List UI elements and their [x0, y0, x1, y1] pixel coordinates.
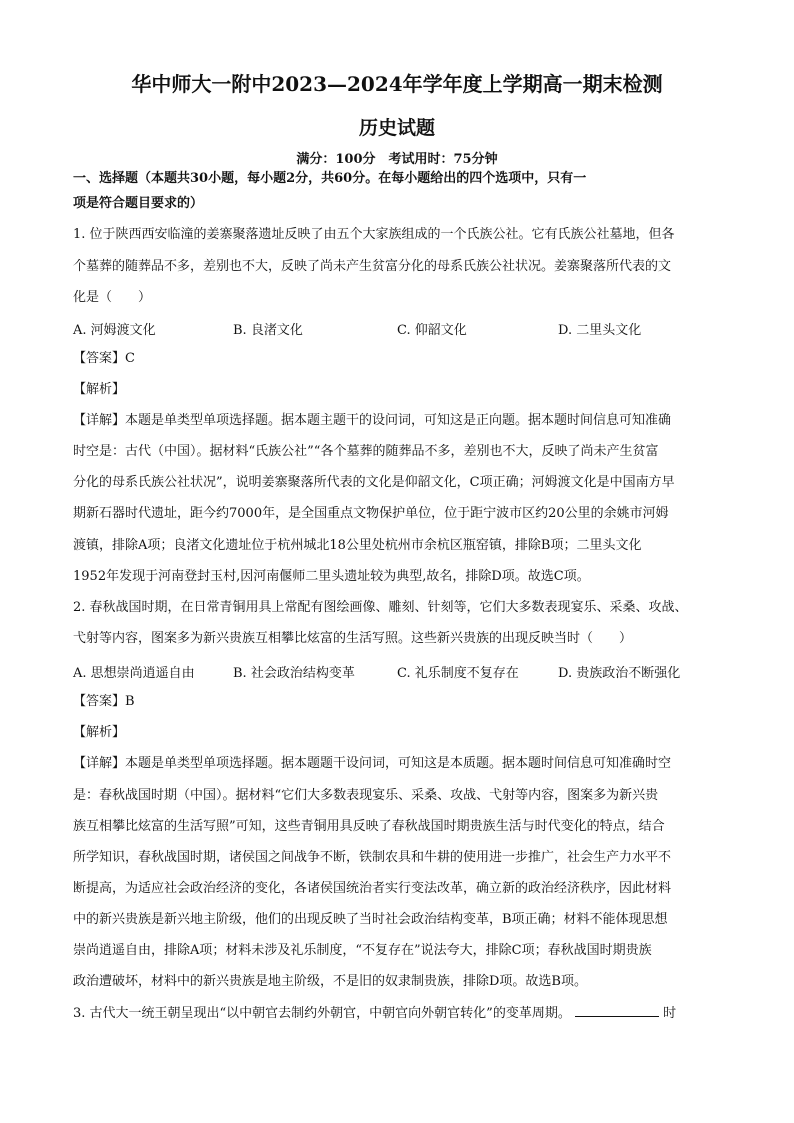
q1-option-a: A. 河姆渡文化 [73, 323, 156, 338]
q2-detail-line2: 是：春秋战国时期（中国）。据材料“它们大多数表现宴乐、采桑、攻战、弋射等内容，图案多为新兴贵 [73, 788, 659, 803]
q1-analysis-label: 【解析】 [73, 382, 126, 397]
q2-detail-line3: 族互相攀比炫富的生活写照”可知，这些青铜用具反映了春秋战国时期贵族生活与时代变化的特点，结合 [73, 819, 665, 834]
q2-option-d: D. 贵族政治不断强化 [558, 666, 681, 681]
q2-detail-line5: 断提高，为适应社会政治经济的变化，各诸侯国统治者实行变法改革，确立新的政治经济秩序，因此材料 [73, 881, 672, 896]
q1-detail-line2: 时空是：古代（中国）。据材料“氏族公社”“各个墓葬的随葬品不多，差别也不大，反映了尚未产生贫富 [73, 444, 659, 459]
q1-option-c: C. 仰韶文化 [397, 323, 467, 338]
q2-detail-line1: 【详解】本题是单类型单项选择题。据本题题干设问词，可知这是本质题。据本题时间信息可知准确时空 [73, 756, 672, 771]
q2-detail-line8: 政治遭破坏，材料中的新兴贵族是地主阶级，不是旧的奴隶制贵族，排除D项。故选B项。 [73, 974, 587, 989]
q1-option-d: D. 二里头文化 [558, 323, 642, 338]
q2-detail-line7: 崇尚逍遥自由，排除A项；材料未涉及礼乐制度，“不复存在”说法夸大，排除C项；春秋战国时期贵族 [73, 943, 652, 958]
q2-answer: 【答案】B [73, 694, 135, 709]
q3-stem-text: 3. 古代大一统王朝呈现出“以中朝官去制约外朝官，中朝官向外朝官转化”的变革周期。 [73, 1006, 571, 1021]
section-heading-line1: 一、选择题（本题共30小题，每小题2分，共60分。在每小题给出的四个选项中，只有一 [73, 171, 587, 186]
section-heading-line2: 项是符合题目要求的） [73, 196, 204, 211]
q3-blank [575, 1004, 659, 1017]
q1-detail-line5: 渡镇，排除A项；良渚文化遗址位于杭州城北18公里处杭州市余杭区瓶窑镇，排除B项；二里头文化 [73, 538, 642, 553]
q2-stem-line1: 2. 春秋战国时期，在日常青铜用具上常配有图绘画像、雕刻、针刻等，它们大多数表现宴乐、采桑、攻战、 [73, 600, 688, 615]
q2-option-a: A. 思想崇尚逍遥自由 [73, 666, 195, 681]
q1-detail-line1: 【详解】本题是单类型单项选择题。据本题主题干的设问词，可知这是正向题。据本题时间信息可知准确 [73, 413, 672, 428]
exam-title: 华中师大一附中2023—2024年学年度上学期高一期末检测 [131, 72, 663, 96]
q2-detail-line6: 中的新兴贵族是新兴地主阶级，他们的出现反映了当时社会政治结构变革，B项正确；材料不能体现思想 [73, 912, 668, 927]
q1-detail-line6: 1952年发现于河南登封玉村,因河南偃师二里头遗址较为典型,故名，排除D项。故选C项。 [73, 569, 590, 584]
q1-stem-line2: 个墓葬的随葬品不多，差别也不大，反映了尚未产生贫富分化的母系氏族公社状况。姜寨聚落所代表的文 [73, 259, 672, 274]
q1-detail-line4: 期新石器时代遗址，距今约7000年，是全国重点文物保护单位，位于距宁波市区约20公里的余姚市河姆 [73, 506, 669, 521]
q2-option-b: B. 社会政治结构变革 [233, 666, 355, 681]
exam-info: 满分：100分 考试用时：75分钟 [296, 152, 498, 167]
q1-option-b: B. 良渚文化 [233, 323, 303, 338]
exam-subtitle: 历史试题 [358, 117, 435, 139]
q2-option-c: C. 礼乐制度不复存在 [397, 666, 519, 681]
q3-stem-tail: 时 [663, 1006, 677, 1021]
q1-detail-line3: 分化的母系氏族公社状况”，说明姜寨聚落所代表的文化是仰韶文化，C项正确；河姆渡文化是中国南方早 [73, 475, 675, 490]
q3-stem-line1 [73, 1004, 721, 1023]
q1-answer: 【答案】C [73, 351, 135, 366]
q1-stem-line1: 1. 位于陕西西安临潼的姜寨聚落遗址反映了由五个大家族组成的一个氏族公社。它有氏族公社墓地，但各 [73, 227, 675, 242]
q1-stem-line3: 化是（ ） [73, 290, 152, 305]
q2-analysis-label: 【解析】 [73, 725, 126, 740]
q2-stem-line2: 弋射等内容，图案多为新兴贵族互相攀比炫富的生活写照。这些新兴贵族的出现反映当时（ ） [73, 631, 633, 646]
q2-detail-line4: 所学知识，春秋战国时期，诸侯国之间战争不断，铁制农具和牛耕的使用进一步推广，社会生产力水平不 [73, 850, 672, 865]
